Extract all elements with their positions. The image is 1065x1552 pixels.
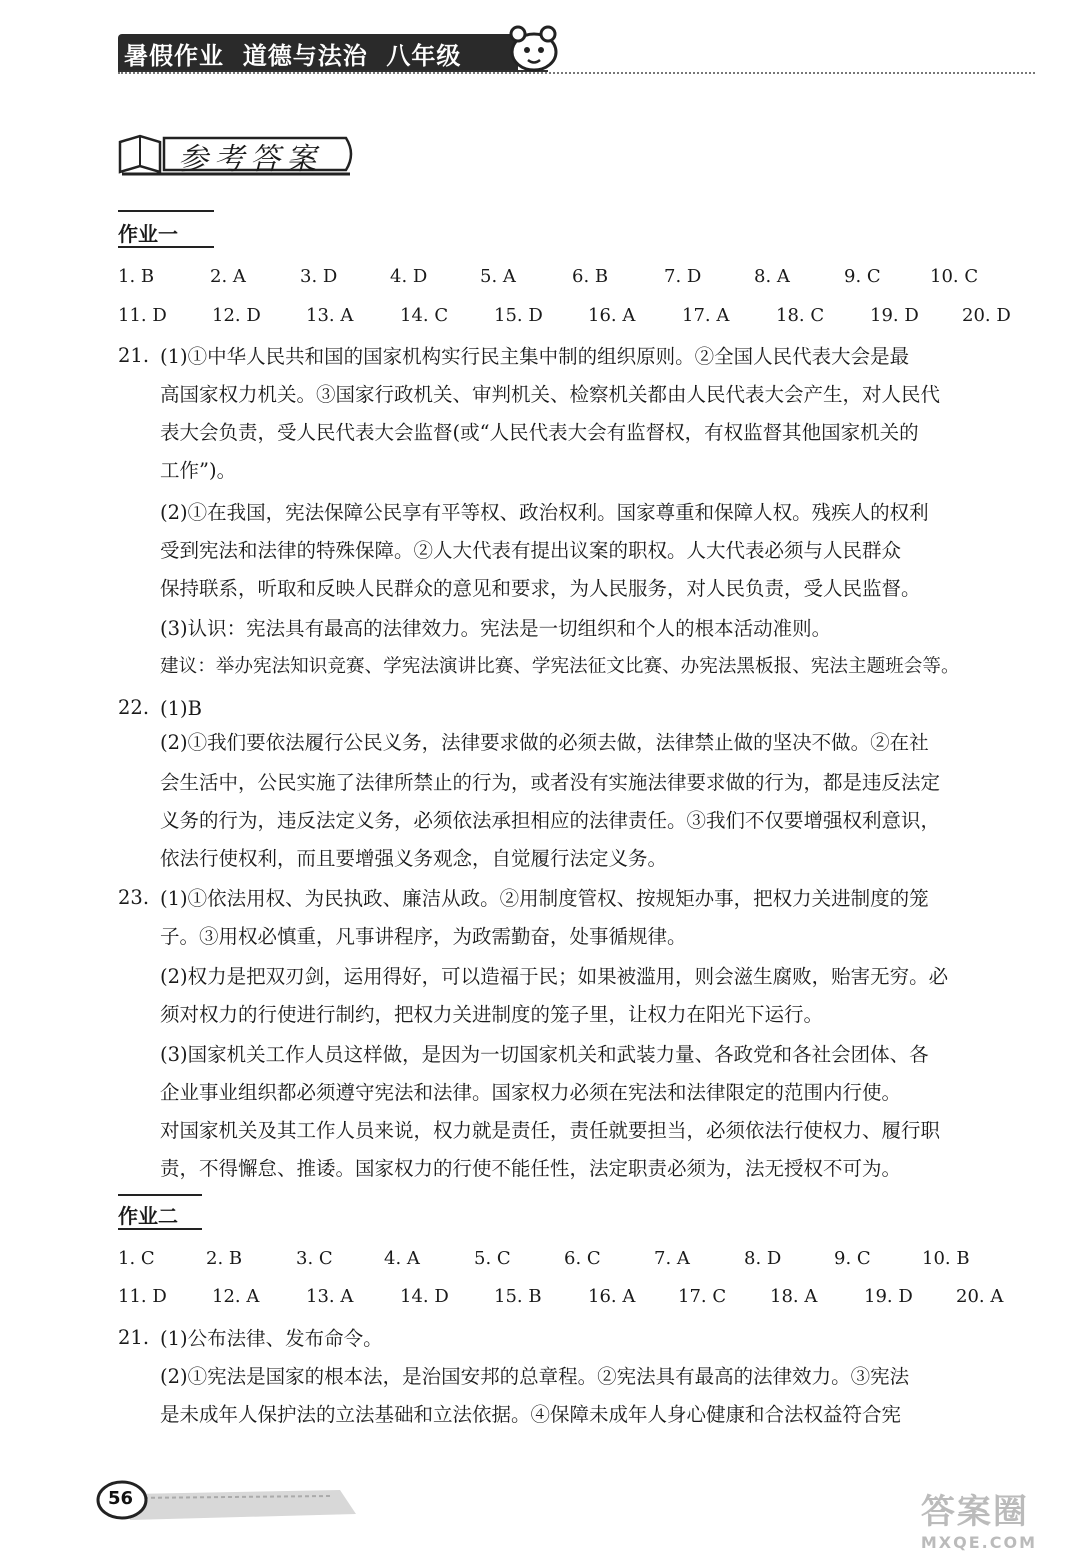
mc-answer: 10. C <box>930 266 979 287</box>
answer-line: 是未成年人保护法的立法基础和立法依据。④保障未成年人身心健康和合法权益符合宪 <box>160 1403 902 1426</box>
hw1-heading-rule-bottom <box>118 246 214 248</box>
mc-answer: 7. A <box>654 1248 690 1269</box>
answer-line: (3)国家机关工作人员这样做，是因为一切国家机关和武装力量、各政党和各社会团体、各 <box>160 1043 929 1066</box>
mc-answer: 3. D <box>300 266 338 287</box>
mc-answer: 5. A <box>480 266 516 287</box>
mc-answer: 6. B <box>572 266 609 287</box>
answer-line: (1)B <box>160 697 202 720</box>
answer-line: 企业事业组织都必须遵守宪法和法律。国家权力必须在宪法和法律限定的范围内行使。 <box>160 1081 902 1104</box>
answer-line: 依法行使权利，而且要增强义务观念，自觉履行法定义务。 <box>160 847 668 870</box>
answer-line: 子。③用权必慎重，凡事讲程序，为政需勤奋，处事循规律。 <box>160 925 687 948</box>
mc-answer: 2. A <box>210 266 246 287</box>
answer-line: (2)①在我国，宪法保障公民享有平等权、政治权利。国家尊重和保障人权。残疾人的权利 <box>160 501 929 524</box>
hw1-heading-rule-top <box>118 210 214 212</box>
answer-line: 建议：举办宪法知识竞赛、学宪法演讲比赛、学宪法征文比赛、办宪法黑板报、宪法主题班会等。 <box>160 656 960 677</box>
answer-line: 受到宪法和法律的特殊保障。②人大代表有提出议案的职权。人大代表必须与人民群众 <box>160 539 902 562</box>
answer-line: 会生活中，公民实施了法律所禁止的行为，或者没有实施法律要求做的行为，都是违反法定 <box>160 771 941 794</box>
mc-answer: 15. D <box>494 305 543 326</box>
mc-answer: 9. C <box>844 266 881 287</box>
mc-answer: 6. C <box>564 1248 601 1269</box>
answer-line: 须对权力的行使进行制约，把权力关进制度的笼子里，让权力在阳光下运行。 <box>160 1003 824 1026</box>
mc-answer: 18. A <box>770 1286 818 1307</box>
mc-answer: 5. C <box>474 1248 511 1269</box>
header-title: 暑假作业 道德与法治 八年级 <box>124 42 462 70</box>
mc-answer: 20. D <box>962 305 1011 326</box>
hw2-heading-rule-bottom <box>118 1228 202 1230</box>
question-number: 23. <box>118 886 150 909</box>
mc-answer: 17. A <box>682 305 730 326</box>
answer-line: 表大会负责，受人民代表大会监督(或“人民代表大会有监督权，有权监督其他国家机关的 <box>160 421 919 444</box>
mc-answer: 13. A <box>306 305 354 326</box>
question-number: 22. <box>118 696 150 719</box>
mc-answer: 10. B <box>922 1248 970 1269</box>
mc-answer: 15. B <box>494 1286 542 1307</box>
mc-answer: 13. A <box>306 1286 354 1307</box>
section-title: 参考答案 <box>178 142 322 177</box>
mc-answer: 12. D <box>212 305 261 326</box>
mc-answer: 17. C <box>678 1286 727 1307</box>
watermark-logo <box>921 1484 1037 1552</box>
answer-line: 高国家权力机关。③国家行政机关、审判机关、检察机关都由人民代表大会产生，对人民代 <box>160 383 941 406</box>
answer-line: (2)权力是把双刃剑，运用得好，可以造福于民；如果被滥用，则会滋生腐败，贻害无穷。必 <box>160 965 949 988</box>
mc-answer: 2. B <box>206 1248 243 1269</box>
answer-line: (1)公布法律、发布命令。 <box>160 1327 383 1350</box>
mc-answer: 11. D <box>118 1286 167 1307</box>
mc-answer: 1. B <box>118 266 155 287</box>
mc-answer: 18. C <box>776 305 825 326</box>
answer-line: 对国家机关及其工作人员来说，权力就是责任，责任就要担当，必须依法行使权力、履行职 <box>160 1119 941 1142</box>
mc-answer: 8. D <box>744 1248 782 1269</box>
answer-line: (3)认识：宪法具有最高的法律效力。宪法是一切组织和个人的根本活动准则。 <box>160 617 832 640</box>
question-number: 21. <box>118 1326 150 1349</box>
mc-answer: 4. A <box>384 1248 420 1269</box>
mc-answer: 16. A <box>588 305 636 326</box>
mc-answer: 16. A <box>588 1286 636 1307</box>
mc-answer: 19. D <box>864 1286 913 1307</box>
answer-line: 责，不得懈怠、推诿。国家权力的行使不能任性，法定职责必须为，法无授权不可为。 <box>160 1157 902 1180</box>
hw2-heading: 作业二 <box>118 1204 178 1228</box>
mc-answer: 12. A <box>212 1286 260 1307</box>
answer-line: 工作”)。 <box>160 459 237 482</box>
mc-answer: 20. A <box>956 1286 1004 1307</box>
answer-line: (2)①宪法是国家的根本法，是治国安邦的总章程。②宪法具有最高的法律效力。③宪法 <box>160 1365 910 1388</box>
mc-answer: 4. D <box>390 266 428 287</box>
mc-answer: 14. C <box>400 305 449 326</box>
watermark-bottom: MXQE.COM <box>920 1533 1037 1552</box>
answer-line: (1)①中华人民共和国的国家机构实行民主集中制的组织原则。②全国人民代表大会是最 <box>160 345 910 368</box>
question-number: 21. <box>118 344 150 367</box>
hw1-heading: 作业一 <box>118 222 178 246</box>
watermark-top: 答案圈 <box>920 1492 1029 1532</box>
mc-answer: 11. D <box>118 305 167 326</box>
answer-line: 义务的行为，违反法定义务，必须依法承担相应的法律责任。③我们不仅要增强权利意识， <box>160 809 941 832</box>
mc-answer: 1. C <box>118 1248 155 1269</box>
mascot-icon <box>500 20 564 74</box>
page-number: 56 <box>108 1488 134 1509</box>
answer-line: 保持联系，听取和反映人民群众的意见和要求，为人民服务，对人民负责，受人民监督。 <box>160 577 921 600</box>
mc-answer: 8. A <box>754 266 790 287</box>
answer-line: (1)①依法用权、为民执政、廉洁从政。②用制度管权、按规矩办事，把权力关进制度的笼 <box>160 887 929 910</box>
hw2-heading-rule-top <box>118 1194 202 1196</box>
mc-answer: 3. C <box>296 1248 333 1269</box>
mc-answer: 14. D <box>400 1286 449 1307</box>
answer-line: (2)①我们要依法履行公民义务，法律要求做的必须去做，法律禁止做的坚决不做。②在社 <box>160 731 929 754</box>
mc-answer: 9. C <box>834 1248 871 1269</box>
header-dotted-rule <box>118 72 1035 74</box>
mc-answer: 19. D <box>870 305 919 326</box>
mc-answer: 7. D <box>664 266 702 287</box>
